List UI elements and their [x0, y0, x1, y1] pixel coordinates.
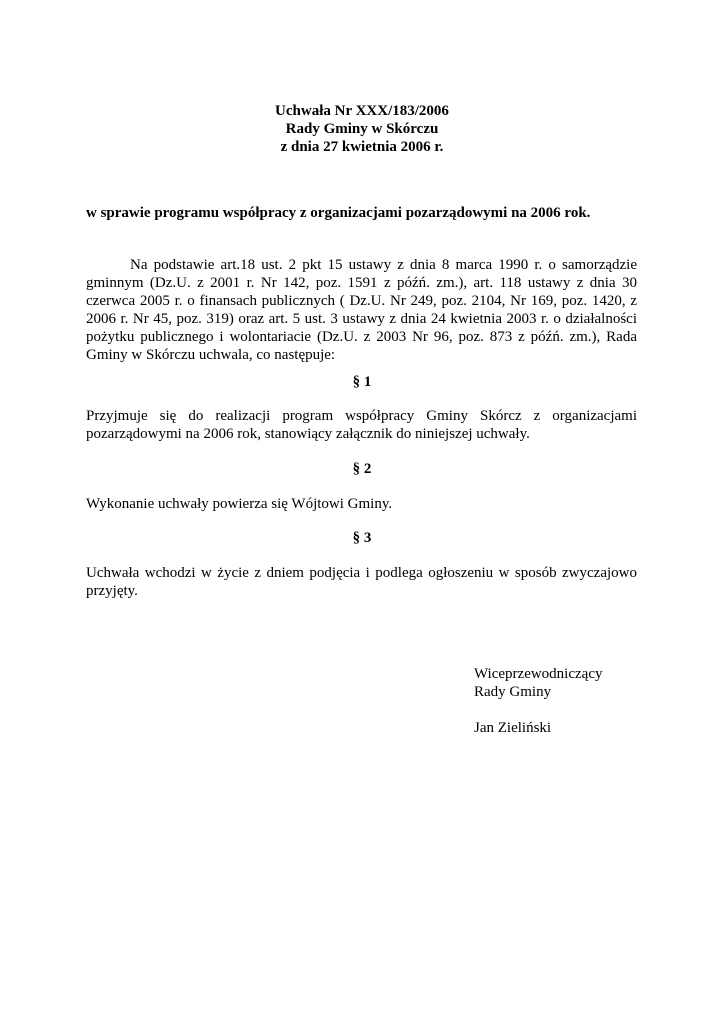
resolution-date: z dnia 27 kwietnia 2006 r.: [280, 139, 444, 155]
resolution-number: Uchwała Nr XXX/183/2006: [275, 103, 449, 119]
signatory-body: Rady Gminy: [474, 684, 552, 700]
signature-block: [474, 665, 602, 737]
legal-basis-paragraph: Na podstawie art.18 ust. 2 pkt 15 ustawy z dnia 8 marca 1990 r. o samorządzie gminnym (Dz.U. z 2001 r. Nr 142, poz. 1591 z późń. zm.), art. 118 ustawy z dnia 30 czerwca 2005 r. o finansach publicznych ( Dz.U. Nr 249, poz. 2104, Nr 169, poz. 1420, z 2006 r. Nr 45, poz. 319) oraz art. 5 ust. 3 ustawy z dnia 24 kwietnia 2003 r. o działalności pożytku publicznego i wolontariacie (Dz.U. z 2003 Nr 96, poz. 873 z późń. zm.), Rada Gminy w Skórczu uchwala, co następuje:: [86, 257, 637, 363]
section-1-heading: § 1: [352, 374, 372, 390]
council-name: Rady Gminy w Skórczu: [285, 121, 439, 137]
section-3-heading: § 3: [352, 530, 372, 546]
resolution-header: [0, 102, 724, 156]
section-3-text: Uchwała wchodzi w życie z dniem podjęcia i podlega ogłoszeniu w sposób zwyczajowo przyjęty.: [86, 565, 637, 599]
section-2-heading: § 2: [352, 461, 372, 477]
resolution-subject: w sprawie programu współpracy z organizacjami pozarządowymi na 2006 rok.: [86, 205, 591, 221]
signatory-name: Jan Zieliński: [474, 720, 552, 736]
signature-spacer: [474, 701, 602, 719]
section-1-text: Przyjmuje się do realizacji program współpracy Gminy Skórcz z organizacjami pozarządowymi na 2006 rok, stanowiący załącznik do niniejszej uchwały.: [86, 408, 637, 442]
section-2-text: Wykonanie uchwały powierza się Wójtowi Gminy.: [86, 496, 393, 512]
signatory-title: Wiceprzewodniczący: [474, 666, 603, 682]
